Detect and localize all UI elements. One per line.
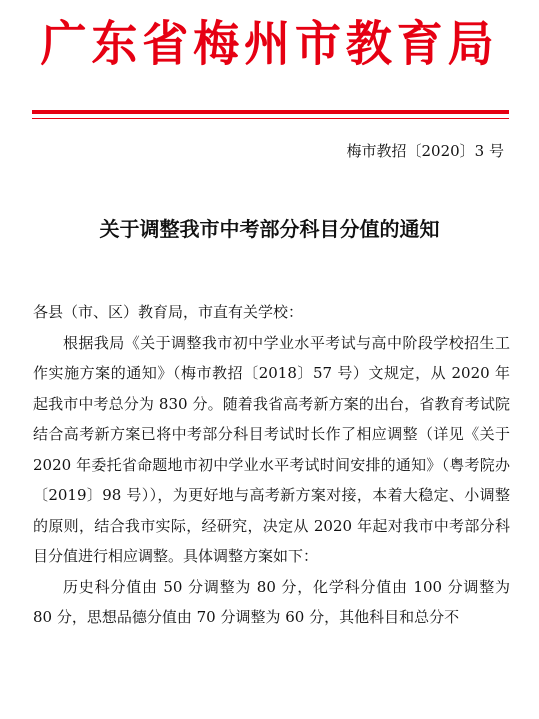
masthead-divider-thin [32,118,509,119]
document-body [33,297,510,633]
salutation: 各县（市、区）教育局，市直有关学校： [33,303,304,321]
document-title: 关于调整我市中考部分科目分值的通知 [99,217,440,241]
body-paragraph-1: 根据我局《关于调整我市初中学业水平考试与高中阶段学校招生工作实施方案的通知》（梅市教招〔2018〕57 号）文规定，从 2020 年起我市中考总分为 830 分。随着我省高考新方案的出台，省教育考试院结合高考新方案已将中考部分科目考试时长作了相应调整（详见《关于 2020 年委托省命题地市初中学业水平考试时间安排的通知》（粤考院办〔2019〕98 号）），为更好地与高考新方案对接，本着大稳定、小调整的原则，结合我市实际，经研究，决定从 2020 年起对我市中考部分科目分值进行相应调整。具体调整方案如下： [33,333,510,565]
body-paragraph-2: 历史科分值由 50 分调整为 80 分，化学科分值由 100 分调整为 80 分，思想品德分值由 70 分调整为 60 分，其他科目和总分不 [33,577,510,626]
issuer-masthead: 广东省梅州市教育局 [40,16,499,72]
masthead-divider-thick [32,110,509,114]
document-number: 梅市教招〔2020〕3 号 [346,142,504,160]
